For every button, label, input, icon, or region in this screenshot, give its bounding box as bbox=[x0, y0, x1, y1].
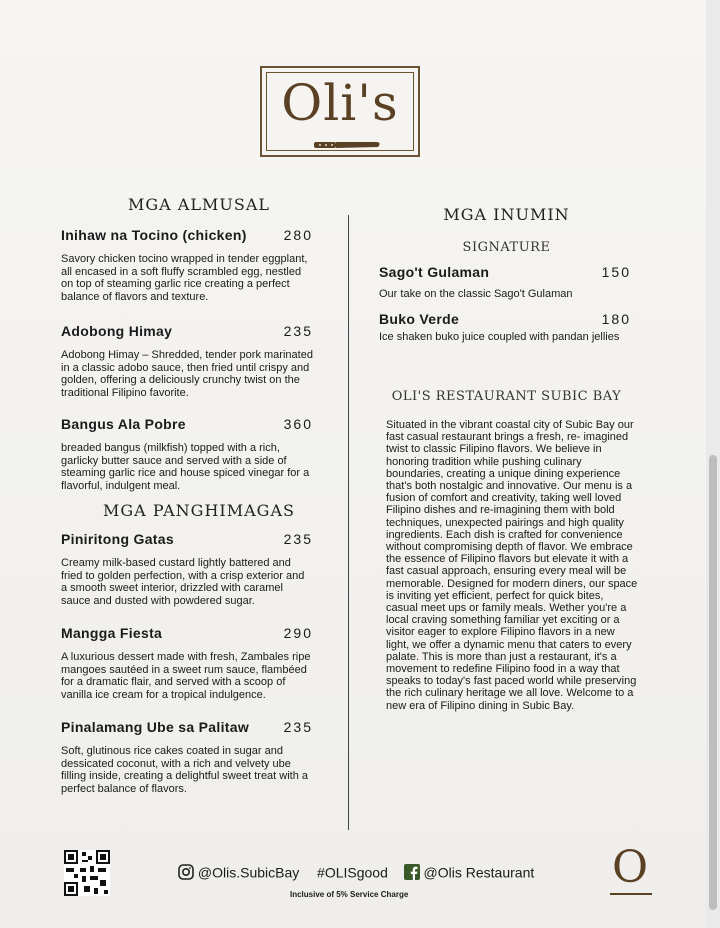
item-name: Adobong Himay bbox=[61, 323, 173, 339]
menu-item bbox=[61, 227, 313, 303]
scrollbar[interactable] bbox=[706, 0, 720, 928]
item-price: 150 bbox=[601, 264, 631, 280]
logo-text: Oli's bbox=[281, 74, 399, 132]
restaurant-logo bbox=[260, 66, 420, 157]
item-name: Sago't Gulaman bbox=[379, 264, 490, 280]
item-name: Inihaw na Tocino (chicken) bbox=[61, 227, 247, 243]
item-description: Soft, glutinous rice cakes coated in sugar and dessicated coconut, with a rich and velvety ube filling inside, creating a delightful sweet treat with a perfect balance of flavors. bbox=[61, 745, 309, 795]
service-charge-note: Inclusive of 5% Service Charge bbox=[290, 890, 409, 899]
item-description: Adobong Himay – Shredded, tender pork marinated in a classic adobo sauce, then fried until crispy and golden, offering a deliciously crunchy twist on the traditional Filipino favorite. bbox=[61, 349, 313, 399]
about-title: OLI'S RESTAURANT SUBIC BAY bbox=[391, 389, 622, 404]
monogram-underline bbox=[610, 893, 652, 895]
drinks-subtitle: SIGNATURE bbox=[462, 240, 551, 255]
knife-icon bbox=[312, 138, 382, 152]
desserts-title: MGA PANGHIMAGAS bbox=[103, 501, 295, 520]
facebook-icon bbox=[404, 864, 420, 880]
item-price: 360 bbox=[283, 416, 313, 432]
item-description: Ice shaken buko juice coupled with pandan jellies bbox=[379, 331, 620, 343]
monogram-logo: O bbox=[611, 842, 649, 893]
item-description: A luxurious dessert made with fresh, Zambales ripe mangoes sautéed in a sweet rum sauce, flambéed for a dramatic flair, and served with a scoop of vanilla ice cream for a tropical indulgence. bbox=[61, 651, 311, 701]
item-price: 235 bbox=[283, 531, 313, 547]
drinks-title: MGA INUMIN bbox=[443, 205, 570, 224]
item-name: Buko Verde bbox=[379, 311, 460, 327]
item-name: Bangus Ala Pobre bbox=[61, 416, 186, 432]
item-description: Our take on the classic Sago't Gulaman bbox=[379, 288, 573, 300]
menu-item bbox=[61, 625, 313, 701]
item-description: Creamy milk-based custard lightly battered and fried to golden perfection, with a crisp exterior and a smooth sweet interior, drizzled with caramel sauce and dusted with powdered sugar. bbox=[61, 557, 305, 607]
item-name: Piniritong Gatas bbox=[61, 531, 174, 547]
social-line bbox=[178, 863, 534, 880]
item-price: 290 bbox=[283, 625, 313, 641]
item-price: 235 bbox=[283, 719, 313, 735]
menu-item bbox=[61, 531, 313, 607]
item-description: breaded bangus (milkfish) topped with a rich, garlicky butter sauce and served with a side of steaming garlic rice and house spiced vinegar for a flavorful, indulgent meal. bbox=[61, 442, 310, 492]
about-text: Situated in the vibrant coastal city of Subic Bay our fast casual restaurant brings a fresh, re- imagined twist to classic Filipino flavors. We believe in honoring tradition while pushing culinary boundaries, creating a unique dining experience that's both nostalgic and innovative. Our menu is a fusion of comfort and creativity, taking well loved Filipino dishes and re-imagining them with bold techniques, unexpected pairings and high quality ingredients. Each dish is crafted for convenience without compromising depth of flavor. We embrace the essence of Filipino flavors but elevate it with a fast casual approach, ensuring every meal will be memorable. Designed for modern diners, our space is inviting yet efficient, perfect for quick bites, casual meet ups or family meals. Wether you're a local craving something familiar yet exciting or a visitor eager to explore Filipino flavors in a new light, we offer a dynamic menu that caters to every palate. This is more than just a restaurant, it's a movement to redefine Filipino food in a way that speaks to today's fast paced world while preserving the rich culinary heritage we all love. Welcome to a new era of Filipino dining in Subic Bay. bbox=[386, 419, 638, 712]
menu-item bbox=[61, 416, 313, 492]
item-name: Pinalamang Ube sa Palitaw bbox=[61, 719, 250, 735]
scrollbar-thumb[interactable] bbox=[709, 455, 717, 910]
item-price: 280 bbox=[283, 227, 313, 243]
item-name: Mangga Fiesta bbox=[61, 625, 163, 641]
instagram-handle: @Olis.SubicBay bbox=[197, 864, 300, 881]
item-price: 235 bbox=[283, 323, 313, 339]
column-divider bbox=[348, 215, 349, 830]
menu-item bbox=[379, 311, 631, 344]
hashtag: #OLISgood bbox=[317, 864, 388, 881]
facebook-handle: @Olis Restaurant bbox=[423, 864, 535, 881]
item-price: 180 bbox=[601, 311, 631, 327]
menu-item bbox=[61, 323, 313, 399]
breakfast-title: MGA ALMUSAL bbox=[128, 195, 270, 214]
qr-code-icon bbox=[64, 850, 110, 896]
item-description: Savory chicken tocino wrapped in tender eggplant, all encased in a soft fluffy scrambled egg, nestled on top of steaming garlic rice creating a perfect balance of flavors and texture. bbox=[61, 253, 308, 303]
menu-item bbox=[61, 719, 313, 795]
instagram-icon bbox=[178, 864, 194, 880]
menu-item bbox=[379, 264, 631, 301]
